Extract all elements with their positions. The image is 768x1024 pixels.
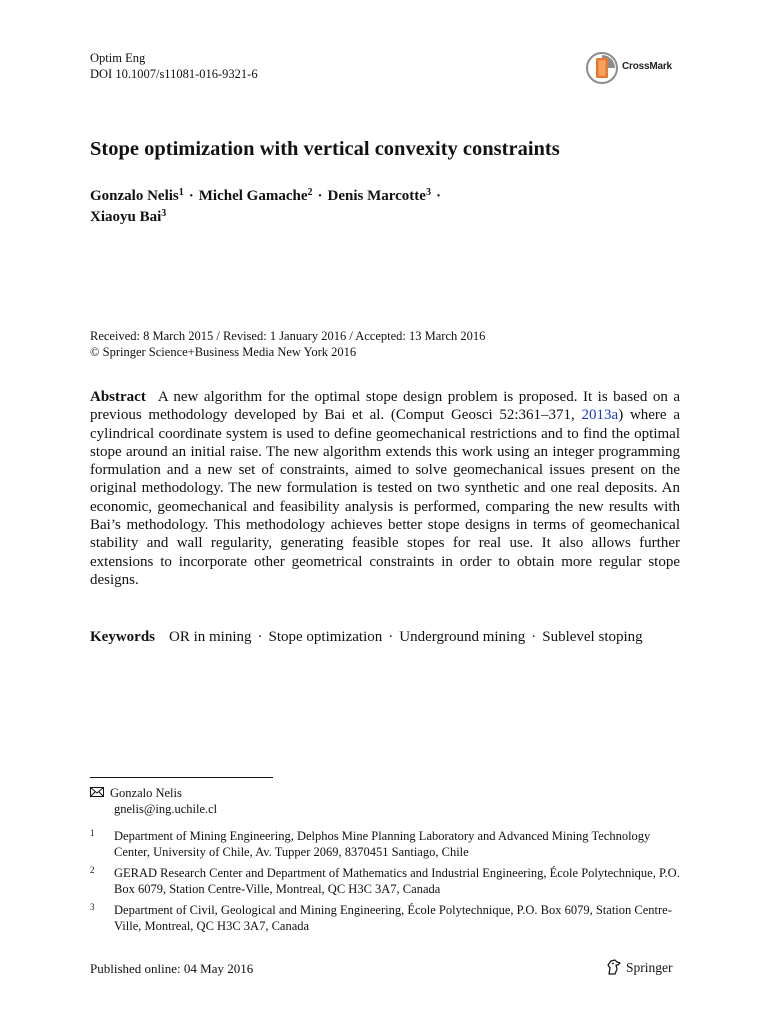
crossmark-label: CrossMark bbox=[622, 61, 672, 72]
crossmark-badge[interactable] bbox=[586, 52, 686, 84]
author-name: Michel Gamache bbox=[198, 188, 308, 204]
article-history bbox=[90, 328, 485, 360]
keyword-separator: · bbox=[388, 629, 394, 645]
author-line-2 bbox=[90, 207, 446, 228]
author-separator: · bbox=[317, 188, 323, 204]
affiliation-text: Department of Mining Engineering, Delphos Mine Planning Laboratory and Advanced Mining Technology Center, University of Chile, Av. Tupper 2069, 8370451 Santiago, Chile bbox=[114, 829, 651, 859]
author-affiliation-mark: 3 bbox=[425, 187, 431, 198]
keywords bbox=[90, 628, 680, 646]
paper-title: Stope optimization with vertical convexity constraints bbox=[90, 138, 560, 160]
author-name: Xiaoyu Bai bbox=[90, 209, 162, 225]
abstract-text: A new algorithm for the optimal stope design problem is proposed. It is based on a previous methodology developed by Bai et al. (Comput Geosci 52:361–371, bbox=[90, 389, 680, 424]
citation-link[interactable]: 2013a bbox=[581, 407, 619, 424]
published-online: Published online: 04 May 2016 bbox=[90, 961, 254, 976]
affiliation-text: Department of Civil, Geological and Mining Engineering, École Polytechnique, P.O. Box 6079, Station Centre-Ville, Montreal, QC H3C 3A7, Canada bbox=[114, 903, 672, 933]
affiliation-3 bbox=[90, 902, 680, 934]
corresponding-author-name: Gonzalo Nelis bbox=[110, 786, 182, 800]
keyword: Underground mining bbox=[399, 629, 526, 645]
correspondence bbox=[90, 785, 217, 817]
abstract bbox=[90, 388, 680, 589]
doi[interactable]: DOI 10.1007/s11081-016-9321-6 bbox=[90, 67, 258, 81]
received-revised-accepted: Received: 8 March 2015 / Revised: 1 January 2016 / Accepted: 13 March 2016 bbox=[90, 329, 486, 343]
affiliation-2 bbox=[90, 865, 680, 897]
author-name: Gonzalo Nelis bbox=[90, 188, 179, 204]
affiliation-number: 2 bbox=[90, 865, 95, 875]
footnote-divider bbox=[90, 777, 273, 778]
publisher-logo bbox=[606, 959, 673, 976]
author-affiliation-mark: 2 bbox=[307, 187, 313, 198]
keyword-separator: · bbox=[531, 629, 537, 645]
affiliation-1 bbox=[90, 828, 680, 860]
author-line-1 bbox=[90, 186, 446, 207]
keywords-label: Keywords bbox=[90, 629, 155, 645]
journal-name: Optim Eng bbox=[90, 51, 146, 65]
author-separator: · bbox=[188, 188, 194, 204]
affiliation-text: GERAD Research Center and Department of Mathematics and Industrial Engineering, École Polytechnique, P.O. Box 6079, Station Centre-Ville, Montreal, QC H3C 3A7, Canada bbox=[114, 866, 680, 896]
abstract-text-continued: ) where a cylindrical coordinate system is used to define geomechanical restrictions and to find the optimal stope around an initial raise. The new algorithm extends this work using an integer programming formulation and a new set of constraints, aimed to solve geomechanical issues present on the original methodology. The new formulation is tested on two synthetic and one real deposits. An economic, geomechanical and feasibility analysis is performed, comparing the new results with Bai’s methodology. This methodology achieves better stope designs in terms of geomechanical stability and wall regularity, generating feasible stopes for real use. It also allows further extensions to incorporate other geometrical constraints in order to obtain more regular stope designs. bbox=[90, 407, 680, 588]
affiliation-number: 3 bbox=[90, 902, 95, 912]
author-name: Denis Marcotte bbox=[327, 188, 426, 204]
envelope-icon bbox=[90, 785, 110, 801]
abstract-label: Abstract bbox=[90, 389, 146, 405]
author-list bbox=[90, 186, 446, 228]
affiliation-number: 1 bbox=[90, 828, 95, 838]
journal-header bbox=[90, 50, 258, 82]
author-affiliation-mark: 1 bbox=[178, 187, 184, 198]
author-affiliation-mark: 3 bbox=[161, 208, 167, 219]
crossmark-icon bbox=[586, 52, 618, 84]
keyword: Sublevel stoping bbox=[542, 629, 643, 645]
corresponding-author-email[interactable]: gnelis@ing.uchile.cl bbox=[114, 802, 218, 816]
author-separator: · bbox=[435, 188, 441, 204]
springer-horse-icon bbox=[606, 959, 622, 975]
keyword-separator: · bbox=[257, 629, 263, 645]
keyword: OR in mining bbox=[169, 629, 252, 645]
keyword: Stope optimization bbox=[268, 629, 383, 645]
publisher-name: Springer bbox=[626, 960, 673, 975]
copyright-line: © Springer Science+Business Media New York 2016 bbox=[90, 345, 357, 359]
